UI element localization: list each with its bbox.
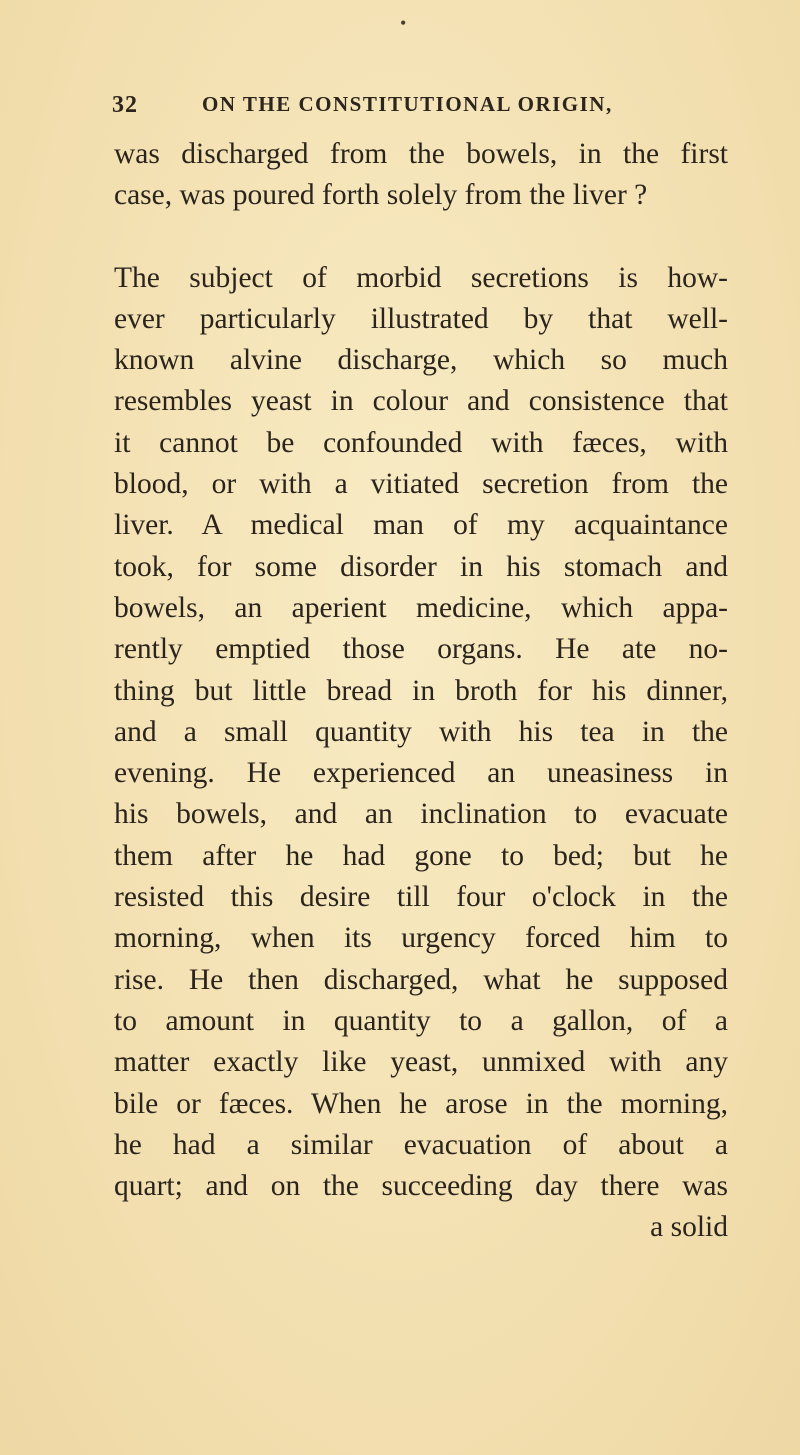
text-line: to amount in quantity to a gallon, of a [114, 1004, 728, 1037]
text-line: resembles yeast in colour and consistence that [114, 385, 728, 418]
text-line: blood, or with a vitiated secretion from the [114, 468, 728, 501]
text-line: matter exactly like yeast, unmixed with any [114, 1046, 728, 1079]
text-line: thing but little bread in broth for his dinner, [114, 674, 728, 707]
text-line: liver. A medical man of my acquaintance [114, 509, 728, 542]
text-line: it cannot be confounded with fæces, with [114, 426, 728, 459]
text-line: was discharged from the bowels, in the first [114, 138, 728, 170]
text-line: and a small quantity with his tea in the [114, 715, 728, 748]
text-line: his bowels, and an inclination to evacuate [114, 798, 728, 831]
text-line: ever particularly illustrated by that well- [114, 302, 728, 335]
text-line: evening. He experienced an uneasiness in [114, 757, 728, 790]
paragraph-1 [114, 134, 728, 217]
text-line: quart; and on the succeeding day there was [114, 1170, 728, 1203]
paragraph-2 [114, 258, 728, 1249]
text-line: case, was poured forth solely from the liver ? [114, 179, 648, 212]
text-line: them after he had gone to bed; but he [114, 839, 728, 872]
text-line: morning, when its urgency forced him to [114, 922, 728, 955]
text-line: The subject of morbid secretions is how- [114, 261, 728, 294]
text-line: took, for some disorder in his stomach and [114, 550, 728, 583]
text-line: bowels, an aperient medicine, which appa- [114, 591, 728, 624]
running-head-title: ON THE CONSTITUTIONAL ORIGIN, [202, 92, 613, 116]
running-head [112, 88, 672, 120]
catchword: a solid [650, 1211, 728, 1244]
text-line: rently emptied those organs. He ate no- [114, 633, 728, 666]
text-line: known alvine discharge, which so much [114, 344, 728, 377]
text-line: rise. He then discharged, what he supposed [114, 963, 728, 996]
text-line: he had a similar evacuation of about a [114, 1128, 728, 1161]
ink-speck: • [400, 13, 407, 33]
text-line: bile or fæces. When he arose in the morning, [114, 1087, 728, 1120]
text-line: resisted this desire till four o'clock in the [114, 881, 728, 914]
body-text [114, 134, 728, 1249]
page-number: 32 [112, 92, 138, 118]
